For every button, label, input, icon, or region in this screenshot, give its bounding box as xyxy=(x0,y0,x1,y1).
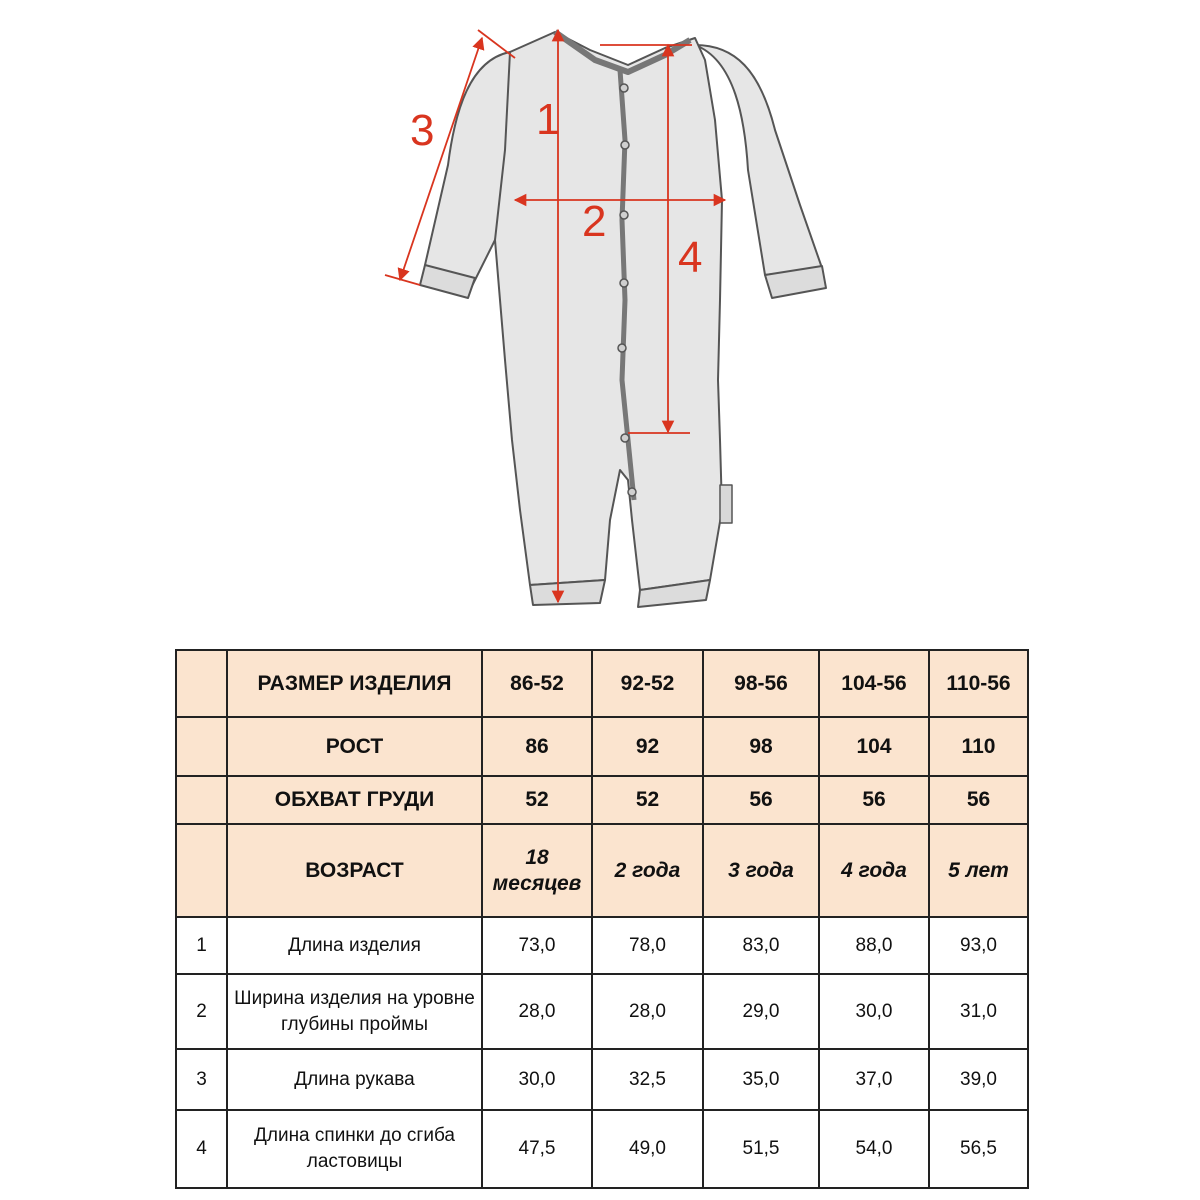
row-number: 1 xyxy=(176,917,227,974)
row-value: 54,0 xyxy=(819,1110,929,1188)
row-value: 78,0 xyxy=(592,917,703,974)
header-value: 52 xyxy=(592,776,703,824)
row-value: 88,0 xyxy=(819,917,929,974)
row-number: 4 xyxy=(176,1110,227,1188)
row-value: 31,0 xyxy=(929,974,1028,1049)
header-value: 3 года xyxy=(703,824,819,917)
marker-3: 3 xyxy=(410,106,435,155)
header-num-cell xyxy=(176,650,227,717)
marker-4: 4 xyxy=(678,233,703,282)
marker-1: 1 xyxy=(536,95,561,144)
row-value: 32,5 xyxy=(592,1049,703,1110)
header-value: 110-56 xyxy=(929,650,1028,717)
header-row-chest xyxy=(176,776,1028,824)
header-value: 104 xyxy=(819,717,929,776)
row-number: 2 xyxy=(176,974,227,1049)
row-value: 56,5 xyxy=(929,1110,1028,1188)
header-value: 5 лет xyxy=(929,824,1028,917)
header-num-cell xyxy=(176,717,227,776)
header-value: 92-52 xyxy=(592,650,703,717)
header-value: 92 xyxy=(592,717,703,776)
table-row xyxy=(176,917,1028,974)
romper-outline xyxy=(420,32,826,607)
header-value: 104-56 xyxy=(819,650,929,717)
row-value: 30,0 xyxy=(482,1049,592,1110)
header-value: 110 xyxy=(929,717,1028,776)
header-row-age xyxy=(176,824,1028,917)
header-label: РАЗМЕР ИЗДЕЛИЯ xyxy=(227,650,482,717)
row-value: 39,0 xyxy=(929,1049,1028,1110)
table-row xyxy=(176,1049,1028,1110)
row-value: 83,0 xyxy=(703,917,819,974)
row-value: 28,0 xyxy=(482,974,592,1049)
header-value: 56 xyxy=(929,776,1028,824)
row-label: Длина изделия xyxy=(227,917,482,974)
row-value: 37,0 xyxy=(819,1049,929,1110)
size-chart-table xyxy=(175,649,1029,1189)
header-row-height xyxy=(176,717,1028,776)
header-value: 98-56 xyxy=(703,650,819,717)
table-row xyxy=(176,1110,1028,1188)
row-value: 93,0 xyxy=(929,917,1028,974)
row-number: 3 xyxy=(176,1049,227,1110)
row-value: 49,0 xyxy=(592,1110,703,1188)
header-value: 56 xyxy=(703,776,819,824)
header-label: РОСТ xyxy=(227,717,482,776)
header-num-cell xyxy=(176,776,227,824)
row-value: 47,5 xyxy=(482,1110,592,1188)
row-value: 51,5 xyxy=(703,1110,819,1188)
header-value: 86 xyxy=(482,717,592,776)
row-label: Длина спинки до сгиба ластовицы xyxy=(227,1110,482,1188)
row-value: 30,0 xyxy=(819,974,929,1049)
header-value: 52 xyxy=(482,776,592,824)
marker-2: 2 xyxy=(582,197,607,246)
header-value: 18 месяцев xyxy=(482,824,592,917)
header-label: ВОЗРАСТ xyxy=(227,824,482,917)
row-label: Ширина изделия на уровне глубины проймы xyxy=(227,974,482,1049)
header-value: 2 года xyxy=(592,824,703,917)
row-value: 35,0 xyxy=(703,1049,819,1110)
header-value: 98 xyxy=(703,717,819,776)
header-value: 86-52 xyxy=(482,650,592,717)
header-row-size xyxy=(176,650,1028,717)
header-num-cell xyxy=(176,824,227,917)
row-value: 28,0 xyxy=(592,974,703,1049)
row-label: Длина рукава xyxy=(227,1049,482,1110)
row-value: 29,0 xyxy=(703,974,819,1049)
header-value: 4 года xyxy=(819,824,929,917)
header-label: ОБХВАТ ГРУДИ xyxy=(227,776,482,824)
row-value: 73,0 xyxy=(482,917,592,974)
table-row xyxy=(176,974,1028,1049)
header-value: 56 xyxy=(819,776,929,824)
